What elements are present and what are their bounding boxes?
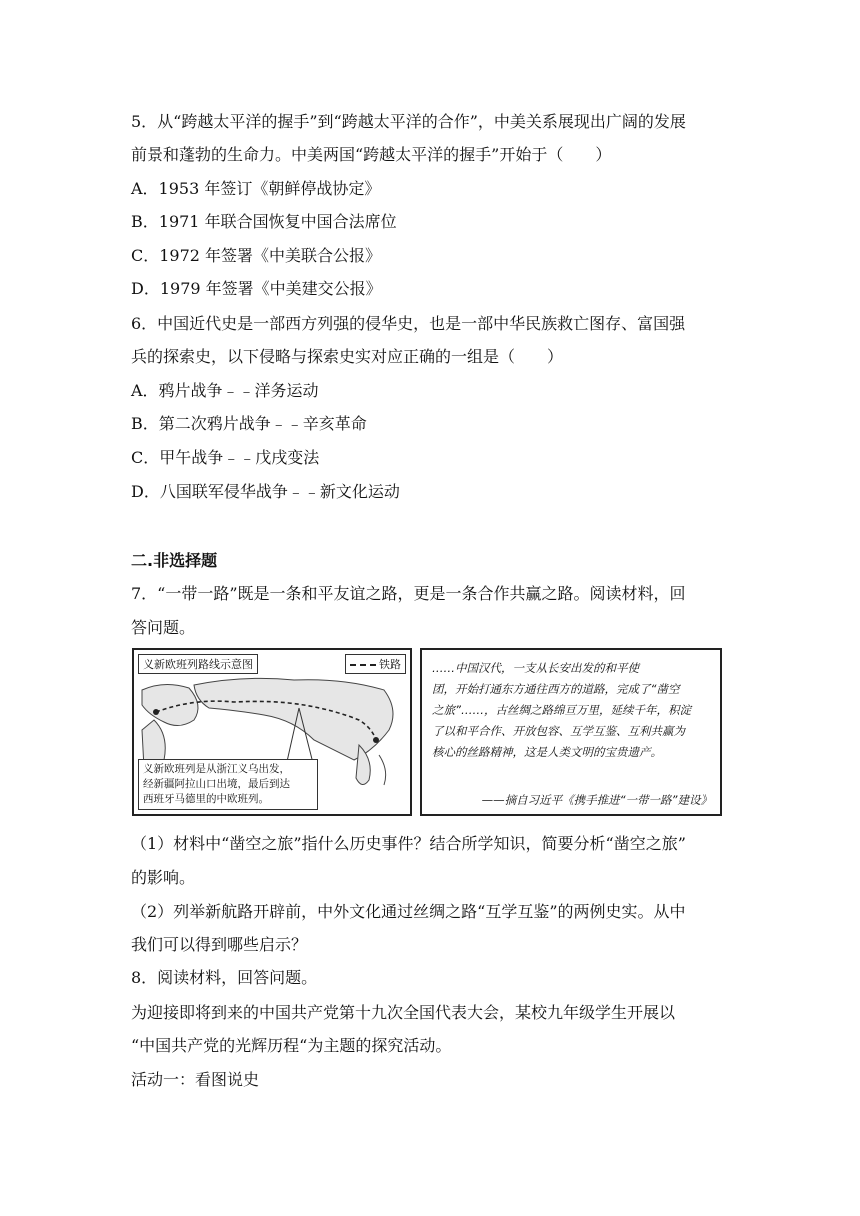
q7-sub1-line1: （1）材料中“凿空之旅”指什么历史事件？结合所学知识，简要分析“凿空之旅” — [131, 834, 686, 853]
railway-map — [132, 648, 412, 816]
map-caption-line: 义新欧班列是从浙江义乌出发， — [143, 763, 290, 775]
q7-sub1-line2: 的影响。 — [131, 868, 196, 887]
q8-activity1: 活动一：看图说史 — [131, 1070, 260, 1089]
map-legend — [345, 654, 406, 674]
q7-sub2-line1: （2）列举新航路开辟前，中外文化通过丝绸之路“互学互鉴”的两例史实。从中 — [131, 902, 686, 921]
q8-stem: 8．阅读材料，回答问题。 — [131, 968, 318, 987]
quote-line: 了以和平合作、开放包容、互学互鉴、互利共赢为 — [432, 724, 685, 738]
quote-line: 核心的丝路精神，这是人类文明的宝贵遗产。 — [432, 745, 662, 759]
legend-label: 铁路 — [379, 658, 401, 671]
quote-panel — [420, 648, 722, 816]
railway-legend-symbol — [350, 664, 376, 666]
q6-option-b: B．第二次鸦片战争﹣﹣辛亥革命 — [131, 414, 367, 433]
section-heading: 二.非选择题 — [131, 551, 218, 570]
q5-stem-line1: 5．从“跨越太平洋的握手”到“跨越太平洋的合作”，中美关系展现出广阔的发展 — [131, 112, 686, 131]
q5-option-c: C．1972 年签署《中美联合公报》 — [131, 246, 382, 265]
q6-stem-line1: 6．中国近代史是一部西方列强的侵华史，也是一部中华民族救亡图存、富国强 — [131, 314, 686, 333]
q7-stem-line2: 答问题。 — [131, 618, 196, 637]
q7-material-figure — [132, 648, 722, 816]
q5-stem-line2: 前景和蓬勃的生命力。中美两国“跨越太平洋的握手”开始于（ ） — [131, 145, 612, 164]
q7-sub2-line2: 我们可以得到哪些启示？ — [131, 935, 308, 954]
q6-stem-line2: 兵的探索史，以下侵略与探索史实对应正确的一组是（ ） — [131, 347, 564, 366]
quote-line: ……中国汉代，一支从长安出发的和平使 — [432, 661, 639, 675]
map-title: 义新欧班列路线示意图 — [138, 654, 258, 674]
q5-option-d: D．1979 年签署《中美建交公报》 — [131, 279, 382, 298]
quote-line: 之旅”……，古丝绸之路绵亘万里，延续千年，积淀 — [432, 703, 691, 717]
q6-option-a: A．鸦片战争﹣﹣洋务运动 — [131, 381, 319, 400]
q6-option-c: C．甲午战争﹣﹣戊戌变法 — [131, 448, 320, 467]
map-caption-line: 经新疆阿拉山口出境，最后到达 — [143, 778, 290, 790]
quote-source: ——摘自习近平《携手推进“一带一路”建设》 — [481, 793, 712, 807]
q5-option-b: B．1971 年联合国恢复中国合法席位 — [131, 212, 397, 231]
q8-line2: “中国共产党的光辉历程“为主题的探究活动。 — [131, 1036, 452, 1055]
q5-option-a: A．1953 年签订《朝鲜停战协定》 — [131, 179, 381, 198]
map-caption-line: 西班牙马德里的中欧班列。 — [143, 793, 269, 805]
quote-text — [432, 658, 712, 763]
quote-line: 团，开始打通东方通往西方的道路，完成了“凿空 — [432, 682, 680, 696]
q8-line1: 为迎接即将到来的中国共产党第十九次全国代表大会，某校九年级学生开展以 — [131, 1003, 676, 1022]
q7-stem-line1: 7．“一带一路”既是一条和平友谊之路，更是一条合作共赢之路。阅读材料，回 — [131, 584, 686, 603]
q6-option-d: D．八国联军侵华战争﹣﹣新文化运动 — [131, 482, 400, 501]
map-caption — [138, 759, 318, 810]
